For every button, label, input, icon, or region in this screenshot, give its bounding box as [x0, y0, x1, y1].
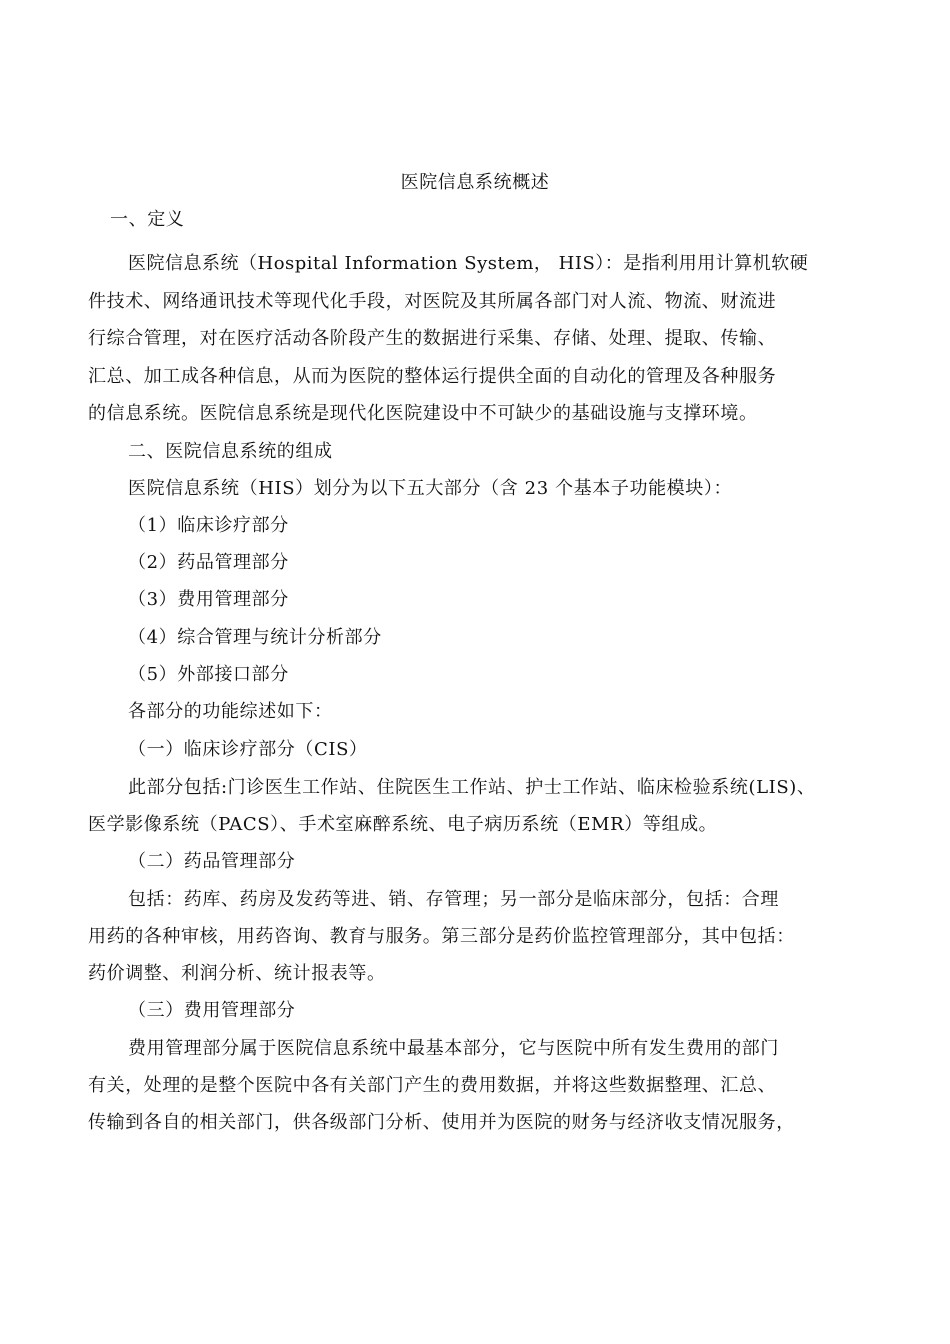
cost-line-2: 有关，处理的是整个医院中各有关部门产生的费用数据，并将这些数据整理、汇总、: [88, 1075, 777, 1096]
part-item-1: （1）临床诊疗部分: [128, 515, 289, 536]
clinical-line-2: 医学影像系统（PACS）、手术室麻醉系统、电子病历系统（EMR）等组成。: [88, 814, 718, 835]
drug-line-2: 用药的各种审核，用药咨询、教育与服务。第三部分是药价监控管理部分，其中包括：: [88, 926, 795, 947]
definition-line-1: 医院信息系统（Hospital Information System， HIS）：是指利用用计算机软硬: [128, 253, 809, 274]
part-item-2: （2）药品管理部分: [128, 552, 289, 573]
drug-line-1: 包括：药库、药房及发药等进、销、存管理；另一部分是临床部分，包括：合理: [128, 889, 779, 910]
clinical-line-1: 此部分包括:门诊医生工作站、住院医生工作站、护士工作站、临床检验系统(LIS)、: [128, 777, 816, 798]
subsection-heading-drug: （二）药品管理部分: [128, 851, 296, 872]
section-heading-definition: 一、定义: [110, 209, 185, 230]
definition-line-4: 汇总、加工成各种信息，从而为医院的整体运行提供全面的自动化的管理及各种服务: [88, 366, 777, 387]
cost-line-3: 传输到各自的相关部门，供各级部门分析、使用并为医院的财务与经济收支情况服务，: [88, 1112, 795, 1133]
subsection-heading-cost: （三）费用管理部分: [128, 1000, 296, 1021]
part-item-5: （5）外部接口部分: [128, 664, 289, 685]
document-title: 医院信息系统概述: [400, 172, 550, 193]
part-item-3: （3）费用管理部分: [128, 589, 289, 610]
cost-line-1: 费用管理部分属于医院信息系统中最基本部分，它与医院中所有发生费用的部门: [128, 1038, 779, 1059]
subsection-heading-clinical: （一）临床诊疗部分（CIS）: [128, 739, 368, 760]
drug-line-3: 药价调整、利润分析、统计报表等。: [88, 963, 386, 984]
part-item-4: （4）综合管理与统计分析部分: [128, 627, 382, 648]
definition-line-2: 件技术、网络通讯技术等现代化手段，对医院及其所属各部门对人流、物流、财流进: [88, 291, 777, 312]
section-heading-composition: 二、医院信息系统的组成: [128, 441, 333, 462]
composition-intro: 医院信息系统（HIS）划分为以下五大部分（含 23 个基本子功能模块）：: [128, 478, 733, 499]
definition-line-5: 的信息系统。医院信息系统是现代化医院建设中不可缺少的基础设施与支撑环境。: [88, 403, 758, 424]
functions-intro: 各部分的功能综述如下：: [128, 701, 333, 722]
definition-line-3: 行综合管理，对在医疗活动各阶段产生的数据进行采集、存储、处理、提取、传输、: [88, 328, 777, 349]
